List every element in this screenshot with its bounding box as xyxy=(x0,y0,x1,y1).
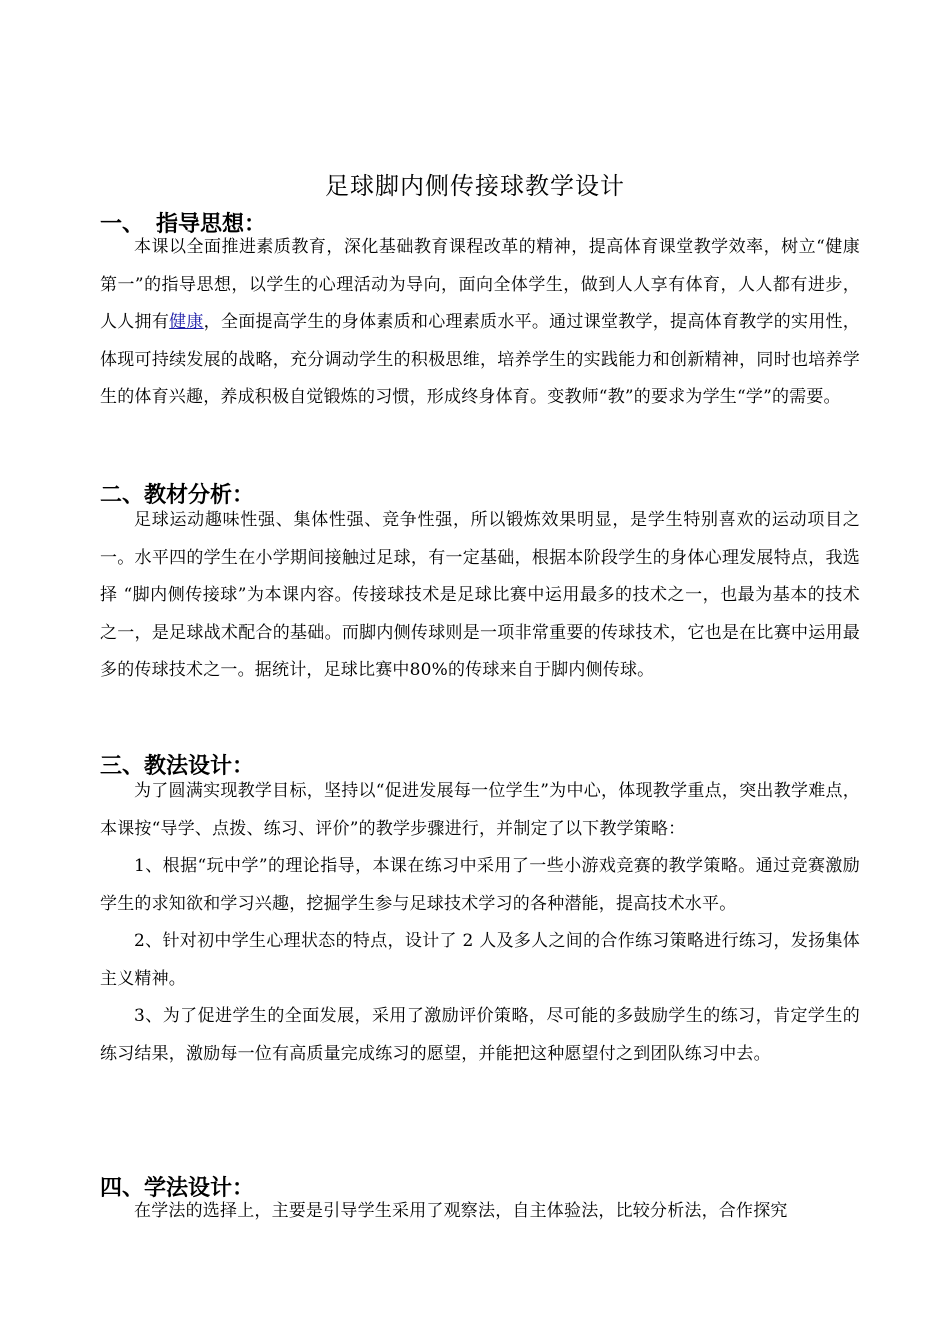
section-title: 学法设计： xyxy=(144,1176,255,1201)
section-title: 指导思想： xyxy=(156,212,267,237)
section-body-2 xyxy=(100,502,860,690)
section-number: 四、 xyxy=(100,1176,145,1201)
paragraph: 1、根据“玩中学”的理论指导，本课在练习中采用了一些小游戏竞赛的教学策略。通过竞赛激励学生的求知欲和学习兴趣，挖掘学生参与足球技术学习的各种潜能，提高技术水平。 xyxy=(100,856,860,914)
paragraph: 足球运动趣味性强、集体性强、竞争性强，所以锻炼效果明显，是学生特别喜欢的运动项目之一。水平四的学生在小学期间接触过足球，有一定基础，根据本阶段学生的身体心理发展特点，我选择 “脚内侧传接球”为本课内容。传接球技术是足球比赛中运用最多的技术之一，也最为基本的技术之一，是足球战术配合的基础。而脚内侧传球则是一项非常重要的传球技术，它也是在比赛中运用最多的传球技术之一。据统计，足球比赛中80%的传球来自于脚内侧传球。 xyxy=(100,510,860,680)
section-number: 一、 xyxy=(100,212,145,237)
section-body-4 xyxy=(100,1193,860,1231)
paragraph: 本课以全面推进素质教育，深化基础教育课程改革的精神，提高体育课堂教学效率，树立“健康第一”的指导思想，以学生的心理活动为导向，面向全体学生，做到人人享有体育，人人都有进步，人人拥有健康，全面提高学生的身体素质和心理素质水平。通过课堂教学，提高体育教学的实用性，体现可持续发展的战略，充分调动学生的积极思维，培养学生的实践能力和创新精神，同时也培养学生的体育兴趣，养成积极自觉锻炼的习惯，形成终身体育。变教师“教”的要求为学生“学”的需要。 xyxy=(100,237,860,407)
health-link[interactable]: 健康 xyxy=(169,312,204,332)
document-title: 足球脚内侧传接球教学设计 xyxy=(325,172,625,200)
section-body-1 xyxy=(100,229,860,417)
section-body-3 xyxy=(100,773,860,1073)
section-title: 教材分析： xyxy=(144,483,255,508)
paragraph: 为了圆满实现教学目标，坚持以“促进发展每一位学生”为中心，体现教学重点，突出教学难点，本课按“导学、点拨、练习、评价”的教学步骤进行，并制定了以下教学策略： xyxy=(100,781,860,839)
section-number: 二、 xyxy=(100,483,145,508)
section-number: 三、 xyxy=(100,754,145,779)
paragraph: 3、为了促进学生的全面发展，采用了激励评价策略，尽可能的多鼓励学生的练习，肯定学生的练习结果，激励每一位有高质量完成练习的愿望，并能把这种愿望付之到团队练习中去。 xyxy=(100,1006,860,1064)
paragraph: 2、针对初中学生心理状态的特点，设计了 2 人及多人之间的合作练习策略进行练习，发扬集体主义精神。 xyxy=(100,931,860,989)
section-title: 教法设计： xyxy=(144,754,255,779)
paragraph: 在学法的选择上，主要是引导学生采用了观察法，自主体验法，比较分析法，合作探究 xyxy=(134,1201,788,1221)
